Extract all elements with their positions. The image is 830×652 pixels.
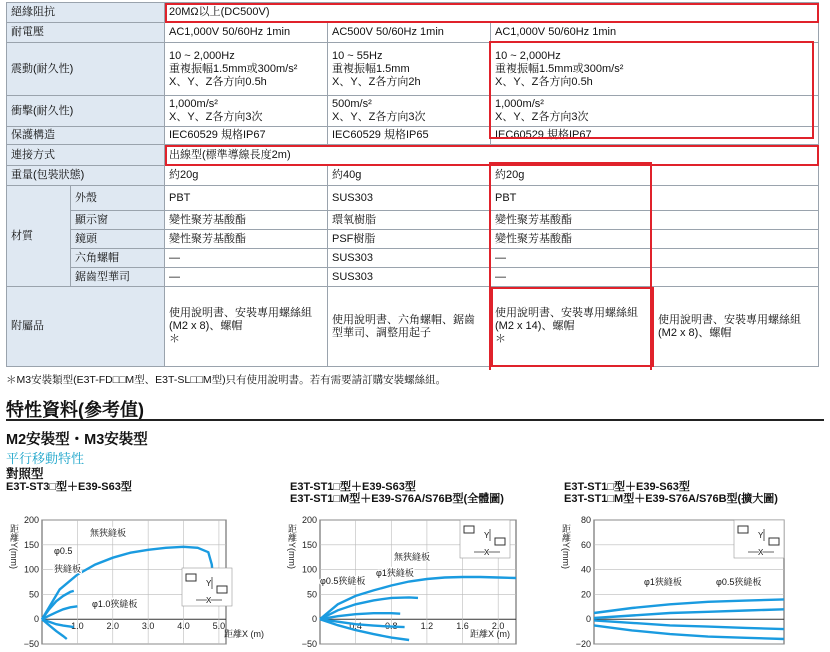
label-material: 材質 xyxy=(7,186,71,287)
value-line: X、Y、Z各方向0.5h xyxy=(495,75,593,88)
y-marker-label: Y xyxy=(758,531,764,540)
y-marker-label: Y xyxy=(484,531,490,540)
material-part: 鏡頭 xyxy=(71,230,165,249)
material-value: PSF樹脂 xyxy=(328,230,491,249)
receiver-icon xyxy=(769,538,779,545)
value-protection: IEC60529 規格IP67 xyxy=(491,127,819,145)
label-weight: 重量(包裝狀態) xyxy=(7,166,165,186)
y-tick-label: 60 xyxy=(580,539,591,550)
material-part: 六角螺帽 xyxy=(71,249,165,268)
chart-title: E3T-ST1□型＋E39-S63型 xyxy=(290,481,416,493)
value-line: X、Y、Z各方向0.5h xyxy=(169,75,267,88)
value-line: 重複振幅1.5mm或300m/s² xyxy=(169,62,298,75)
material-value: SUS303 xyxy=(328,268,491,287)
x-tick-label: 1.0 xyxy=(71,621,84,632)
chart-title: E3T-ST3□型＋E39-S63型 xyxy=(6,481,132,493)
x-axis-label: 距離X (m) xyxy=(224,629,264,639)
x-tick-label: 1.2 xyxy=(420,621,434,632)
label-vibration: 震動(耐久性) xyxy=(7,43,165,96)
annotation-label: 無狹縫板 xyxy=(394,552,431,562)
y-tick-label: −50 xyxy=(23,639,39,649)
section-title: 特性資料(參考值) xyxy=(6,400,144,420)
material-value: — xyxy=(165,268,328,287)
value-dielectric: AC1,000V 50/60Hz 1min xyxy=(165,23,328,43)
value-line: 重複振幅1.5mm xyxy=(332,62,410,75)
annotation-label: φ0.5狹縫板 xyxy=(320,576,366,586)
annotation-label: 無狹縫板 xyxy=(90,528,127,538)
y-tick-label: 100 xyxy=(23,564,39,575)
x-tick-label: 4.0 xyxy=(177,621,190,632)
x-tick-label: 5.0 xyxy=(212,621,226,632)
footnote: ＊M3安裝類型(E3T-FD□□M型、E3T-SL□□M型)只有使用說明書。若有需要請訂購安裝螺絲組。 xyxy=(6,374,447,386)
x-tick-label: 2.0 xyxy=(106,621,120,632)
value-insulation: 20MΩ以上(DC500V) xyxy=(165,3,819,23)
material-value: — xyxy=(165,249,328,268)
x-tick-label: 0.4 xyxy=(349,621,362,632)
row-material xyxy=(7,268,819,287)
value-line: 10 ~ 2,000Hz xyxy=(495,49,561,62)
y-axis-label: 距離Y(mm) xyxy=(561,524,571,569)
material-part: 顯示窗 xyxy=(71,211,165,230)
annotation-label: φ0.5 xyxy=(54,546,73,556)
value-dielectric: AC1,000V 50/60Hz 1min xyxy=(491,23,819,43)
chart-subtitle: E3T-ST1□M型＋E39-S76A/S76B型(擴大圖) xyxy=(564,493,778,505)
annotation-label: φ1狹縫板 xyxy=(644,577,682,587)
y-axis-label: 距離Y(mm) xyxy=(287,524,297,569)
pair-label: 對照型 xyxy=(6,467,44,481)
value-line: 1,000m/s² xyxy=(495,98,544,110)
row-insulation xyxy=(7,3,819,23)
value-line: 10 ~ 55Hz xyxy=(332,49,383,62)
material-value: — xyxy=(491,268,819,287)
chart-title: E3T-ST1□型＋E39-S63型 xyxy=(564,481,690,493)
y-tick-label: 50 xyxy=(306,589,317,600)
subsection-title: M2安裝型・M3安裝型 xyxy=(6,432,148,448)
x-tick-label: 0.8 xyxy=(385,621,398,632)
value-shock xyxy=(328,96,491,127)
value-line: 1,000m/s² xyxy=(169,98,218,110)
value-vibration xyxy=(328,43,491,96)
emitter-icon xyxy=(464,526,474,533)
material-value: PBT xyxy=(165,186,328,211)
chart-3 xyxy=(561,512,820,652)
highlight-box xyxy=(489,162,652,370)
value-weight: 約20g xyxy=(491,166,819,186)
value-line: 使用說明書、安裝專用螺絲組 xyxy=(169,307,312,319)
annotation-label: 狹縫板 xyxy=(54,564,82,574)
value-dielectric: AC500V 50/60Hz 1min xyxy=(328,23,491,43)
value-weight: 約20g xyxy=(165,166,328,186)
value-line: (M2 x 14)、螺帽 xyxy=(495,320,575,332)
value-accessory xyxy=(328,287,491,367)
value-line: ＊ xyxy=(169,333,180,345)
value-line: 500m/s² xyxy=(332,98,372,110)
chart-2 xyxy=(287,512,560,652)
material-part: 鋸齒型華司 xyxy=(71,268,165,287)
section-rule xyxy=(6,419,824,421)
y-tick-label: 0 xyxy=(311,614,317,625)
value-line: 10 ~ 2,000Hz xyxy=(169,49,235,62)
label-connection: 連接方式 xyxy=(7,145,165,166)
annotation-label: φ1.0狹縫板 xyxy=(92,599,138,609)
receiver-icon xyxy=(217,586,227,593)
chart-subtitle: E3T-ST1□M型＋E39-S76A/S76B型(全體圖) xyxy=(290,493,504,505)
material-value: — xyxy=(491,249,819,268)
y-tick-label: 20 xyxy=(580,589,591,600)
material-value: 變性聚芳基酸酯 xyxy=(491,211,819,230)
y-tick-label: 50 xyxy=(28,589,39,600)
material-value: 變性聚芳基酸酯 xyxy=(165,230,328,249)
emitter-icon xyxy=(738,526,748,533)
value-line: 使用說明書、安裝專用螺絲組 xyxy=(495,307,638,319)
receiver-icon xyxy=(495,538,505,545)
material-value: PBT xyxy=(491,186,819,211)
value-line: ＊ xyxy=(495,333,506,345)
y-marker-label: Y xyxy=(206,579,212,588)
row-connection xyxy=(7,145,819,166)
value-protection: IEC60529 規格IP67 xyxy=(165,127,328,145)
value-line: (M2 x 8)、螺帽 xyxy=(658,326,732,339)
x-tick-label: 2.0 xyxy=(491,621,505,632)
label-accessory: 附屬品 xyxy=(7,287,165,367)
y-tick-label: 0 xyxy=(33,614,39,625)
chart-1 xyxy=(4,512,274,652)
row-accessory xyxy=(7,287,819,367)
value-line: (M2 x 8)、螺帽 xyxy=(169,320,243,332)
value-line: 使用說明書、安裝專用螺絲組 xyxy=(658,313,801,326)
value-accessory xyxy=(654,287,819,367)
annotation-label: φ1狹縫板 xyxy=(376,568,414,578)
value-line: 型華司、調整用起子 xyxy=(332,326,431,339)
y-tick-label: −20 xyxy=(575,639,591,649)
material-value: 變性聚芳基酸酯 xyxy=(165,211,328,230)
value-line: X、Y、Z各方向3次 xyxy=(495,111,589,123)
category-heading: 平行移動特性 xyxy=(6,451,85,466)
row-material xyxy=(7,249,819,268)
x-tick-label: 3.0 xyxy=(141,621,155,632)
x-marker-label: X xyxy=(758,548,764,557)
x-marker-label: X xyxy=(206,596,212,605)
x-marker-label: X xyxy=(484,548,490,557)
y-tick-label: 0 xyxy=(585,614,591,625)
y-tick-label: 80 xyxy=(580,515,591,525)
value-protection: IEC60529 規格IP65 xyxy=(328,127,491,145)
y-tick-label: 200 xyxy=(23,515,39,525)
y-tick-label: 200 xyxy=(301,515,317,525)
row-dielectric xyxy=(7,23,819,43)
label-protection: 保護構造 xyxy=(7,127,165,145)
material-part: 外殼 xyxy=(71,186,165,211)
value-line: X、Y、Z各方向2h xyxy=(332,75,421,88)
x-tick-label: 1.6 xyxy=(456,621,469,632)
value-line: 重複振幅1.5mm或300m/s² xyxy=(495,62,624,75)
row-weight xyxy=(7,166,819,186)
y-axis-label: 距離Y(mm) xyxy=(9,524,19,569)
y-tick-label: −50 xyxy=(301,639,317,649)
annotation-label: φ0.5狹縫板 xyxy=(716,577,762,587)
label-dielectric: 耐電壓 xyxy=(7,23,165,43)
material-value: SUS303 xyxy=(328,249,491,268)
emitter-icon xyxy=(186,574,196,581)
label-shock: 衝擊(耐久性) xyxy=(7,96,165,127)
y-tick-label: 100 xyxy=(301,564,317,575)
y-tick-label: 40 xyxy=(580,564,591,575)
x-axis-label: 距離X (m) xyxy=(470,629,510,639)
value-weight: 約40g xyxy=(328,166,491,186)
value-shock xyxy=(165,96,328,127)
material-value: SUS303 xyxy=(328,186,491,211)
material-value: 環氧樹脂 xyxy=(328,211,491,230)
value-line: X、Y、Z各方向3次 xyxy=(169,111,263,123)
row-material xyxy=(7,211,819,230)
y-tick-label: 150 xyxy=(23,539,39,550)
value-vibration xyxy=(165,43,328,96)
highlight-box xyxy=(489,41,814,139)
value-line: X、Y、Z各方向3次 xyxy=(332,111,426,123)
value-line: 使用說明書、六角螺帽、鋸齒 xyxy=(332,313,475,326)
label-insulation: 絕緣阻抗 xyxy=(7,3,165,23)
material-value: 變性聚芳基酸酯 xyxy=(491,230,819,249)
row-material xyxy=(7,230,819,249)
value-connection: 出線型(標準導線長度2m) xyxy=(165,145,819,166)
row-material xyxy=(7,186,819,211)
y-tick-label: 150 xyxy=(301,539,317,550)
value-accessory xyxy=(165,287,328,367)
